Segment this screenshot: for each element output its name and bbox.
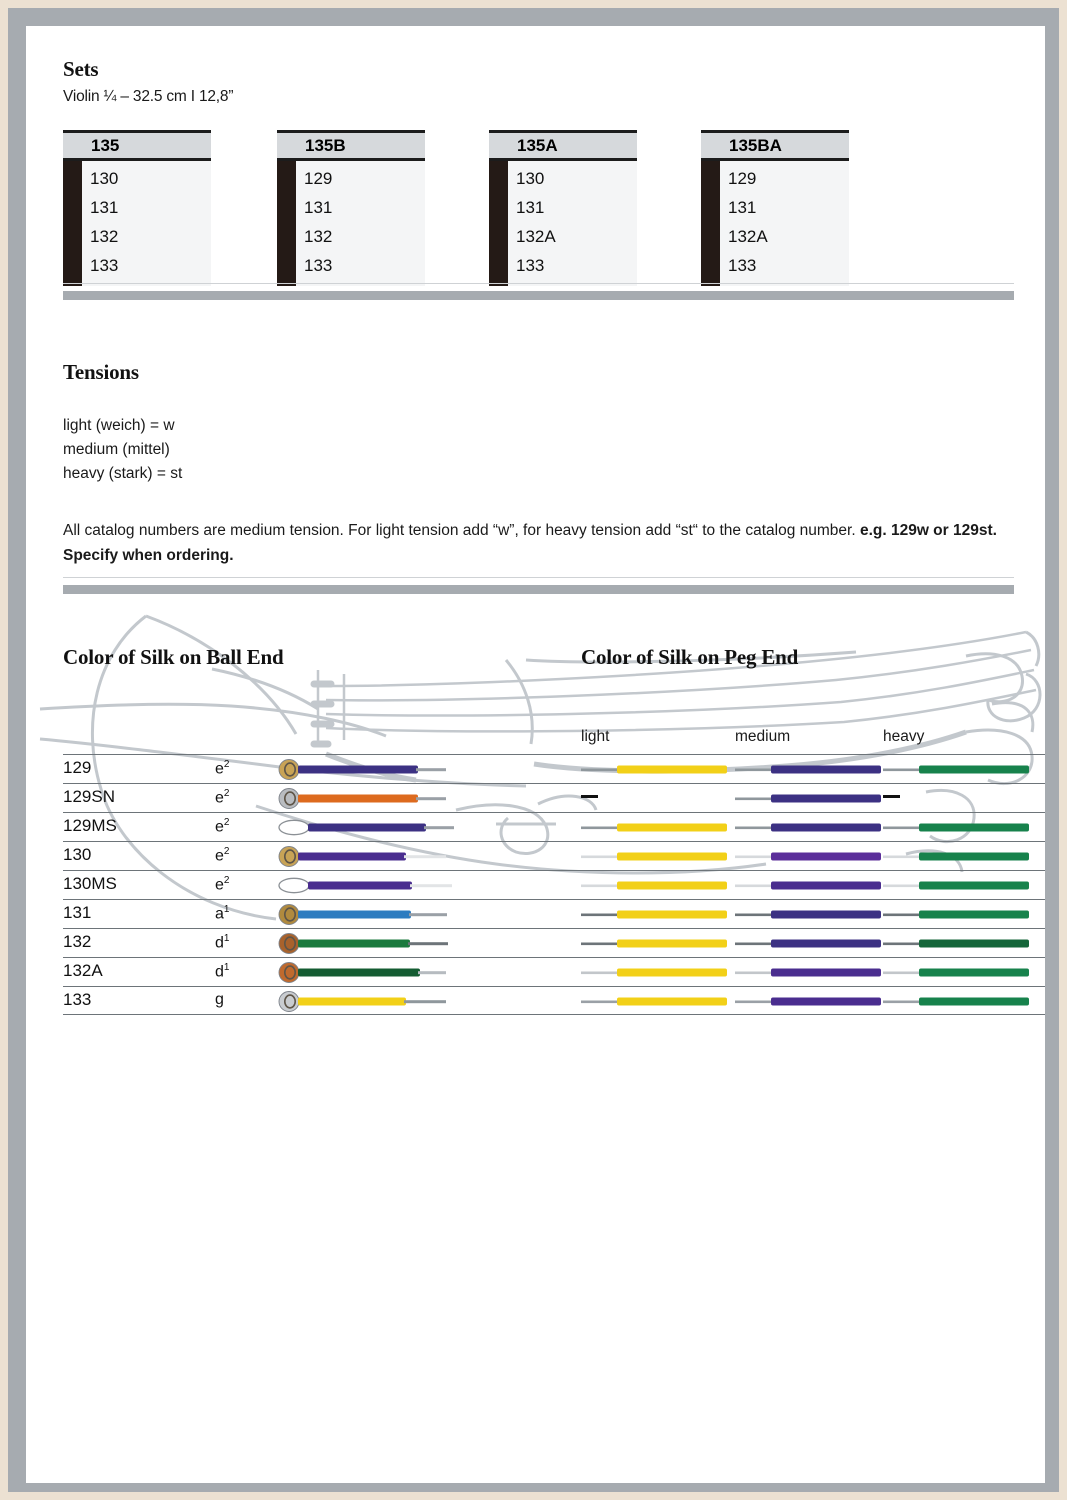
set-header-label: 135A	[489, 133, 637, 158]
tension-line-light: light (weich) = w	[63, 417, 175, 434]
silk-color-table	[63, 728, 1045, 1015]
peg-end-silk-swatch-heavy	[883, 958, 1033, 987]
divider-thin-2	[63, 577, 1014, 578]
string-pitch: $d^1$	[215, 962, 230, 981]
peg-end-silk-swatch-heavy	[883, 842, 1033, 871]
silk-row-container	[63, 754, 1045, 1015]
set-header-label: 135BA	[701, 133, 849, 158]
peg-end-silk-swatch-light	[581, 813, 731, 842]
silk-table-row	[63, 841, 1045, 870]
tensions-list	[63, 414, 182, 486]
peg-end-silk-swatch-heavy	[883, 871, 1033, 900]
page-canvas	[26, 26, 1045, 1483]
peg-end-silk-swatch-medium	[735, 929, 885, 958]
ball-end-silk-swatch	[278, 842, 478, 871]
string-pitch: $e^2$	[215, 788, 230, 807]
set-table-135ba	[701, 130, 849, 286]
set-body	[701, 161, 849, 286]
peg-end-silk-swatch-medium	[735, 987, 885, 1016]
peg-end-silk-swatch-medium	[735, 871, 885, 900]
page-frame	[8, 8, 1059, 1492]
string-code: 133	[63, 990, 92, 1009]
column-header-medium: medium	[735, 728, 791, 745]
set-item: 130	[516, 169, 545, 188]
peg-end-silk-swatch-light	[581, 987, 731, 1016]
not-available-dash	[883, 795, 900, 798]
string-code: 130MS	[63, 874, 117, 893]
set-item: 129	[304, 169, 333, 188]
set-item: 132A	[728, 227, 768, 246]
divider-bar-2	[63, 585, 1014, 594]
silk-table-row	[63, 870, 1045, 899]
set-item: 132	[90, 227, 119, 246]
set-body	[489, 161, 637, 286]
peg-end-silk-swatch-light	[581, 871, 731, 900]
ball-end-silk-swatch	[278, 871, 478, 900]
peg-end-silk-swatch-medium	[735, 813, 885, 842]
set-item: 133	[304, 256, 333, 275]
peg-end-silk-swatch-medium	[735, 842, 885, 871]
ball-end-silk-swatch	[278, 958, 478, 987]
ball-end-silk-swatch	[278, 987, 478, 1016]
set-item: 133	[516, 256, 545, 275]
tensions-note-plain: All catalog numbers are medium tension. For light tension add “w”, for heavy tension add “st“ to the catalog number.	[63, 522, 860, 539]
silk-peg-end-heading: Color of Silk on Peg End	[581, 645, 799, 669]
set-body	[63, 161, 211, 286]
not-available-dash	[581, 795, 598, 798]
peg-end-silk-swatch-medium	[735, 900, 885, 929]
string-pitch: $e^2$	[215, 817, 230, 836]
set-body	[277, 161, 425, 286]
silk-table-row	[63, 783, 1045, 812]
ball-end-silk-swatch	[278, 784, 478, 813]
string-code: 129	[63, 758, 92, 777]
set-item: 133	[90, 256, 119, 275]
tension-line-medium: medium (mittel)	[63, 441, 170, 458]
set-item: 131	[728, 198, 757, 217]
divider-thin-1	[63, 283, 1014, 284]
string-code: 132A	[63, 961, 103, 980]
string-pitch: $d^1$	[215, 933, 230, 952]
string-pitch: $e^2$	[215, 846, 230, 865]
string-code: 129MS	[63, 816, 117, 835]
set-item: 131	[90, 198, 119, 217]
peg-end-silk-swatch-medium	[735, 784, 885, 813]
silk-table-row	[63, 957, 1045, 986]
ball-end-silk-swatch	[278, 900, 478, 929]
peg-end-silk-swatch-medium	[735, 755, 885, 784]
sets-heading: Sets	[63, 57, 99, 81]
set-item: 131	[304, 198, 333, 217]
set-color-bar	[63, 161, 82, 286]
silk-table-row	[63, 754, 1045, 783]
peg-end-silk-swatch-heavy	[883, 755, 1033, 784]
peg-end-silk-swatch-medium	[735, 958, 885, 987]
peg-end-silk-swatch-light	[581, 929, 731, 958]
peg-end-silk-swatch-heavy	[883, 987, 1033, 1016]
peg-end-silk-swatch-heavy	[883, 929, 1033, 958]
set-item: 129	[728, 169, 757, 188]
silk-ball-end-heading: Color of Silk on Ball End	[63, 645, 284, 669]
set-header-label: 135B	[277, 133, 425, 158]
ball-end-silk-swatch	[278, 813, 478, 842]
sets-subtitle: Violin ¼ – 32.5 cm I 12,8”	[63, 88, 234, 105]
silk-column-headers	[63, 728, 1045, 754]
set-table-135	[63, 130, 211, 286]
set-item: 130	[90, 169, 119, 188]
string-pitch: $e^2$	[215, 875, 230, 894]
string-code: 129SN	[63, 787, 115, 806]
ball-end-silk-swatch	[278, 755, 478, 784]
peg-end-silk-swatch-light	[581, 842, 731, 871]
string-pitch: $a^1$	[215, 904, 230, 923]
set-item: 133	[728, 256, 757, 275]
divider-bar-1	[63, 291, 1014, 300]
peg-end-silk-swatch-light	[581, 900, 731, 929]
peg-end-silk-swatch-heavy	[883, 813, 1033, 842]
tensions-heading: Tensions	[63, 360, 139, 384]
column-header-heavy: heavy	[883, 728, 925, 745]
set-item: 132A	[516, 227, 556, 246]
string-pitch: g	[215, 991, 224, 1008]
column-header-light: light	[581, 728, 610, 745]
peg-end-silk-swatch-light	[581, 958, 731, 987]
string-pitch: $e^2$	[215, 759, 230, 778]
peg-end-silk-swatch-heavy	[883, 900, 1033, 929]
peg-end-silk-swatch-light	[581, 755, 731, 784]
set-color-bar	[701, 161, 720, 286]
silk-table-row	[63, 928, 1045, 957]
tensions-note-emphasis: e.g. 129w or 129st. Specify when ordering.	[63, 522, 997, 564]
ball-end-silk-swatch	[278, 929, 478, 958]
set-color-bar	[489, 161, 508, 286]
set-color-bar	[277, 161, 296, 286]
string-code: 130	[63, 845, 92, 864]
set-header-label: 135	[63, 133, 211, 158]
silk-table-row	[63, 899, 1045, 928]
silk-table-row	[63, 986, 1045, 1015]
set-item: 132	[304, 227, 333, 246]
string-code: 132	[63, 932, 92, 951]
tensions-note	[63, 518, 1008, 568]
set-table-135a	[489, 130, 637, 286]
silk-table-row	[63, 812, 1045, 841]
tension-line-heavy: heavy (stark) = st	[63, 465, 183, 482]
set-table-135b	[277, 130, 425, 286]
string-code: 131	[63, 903, 92, 922]
set-item: 131	[516, 198, 545, 217]
